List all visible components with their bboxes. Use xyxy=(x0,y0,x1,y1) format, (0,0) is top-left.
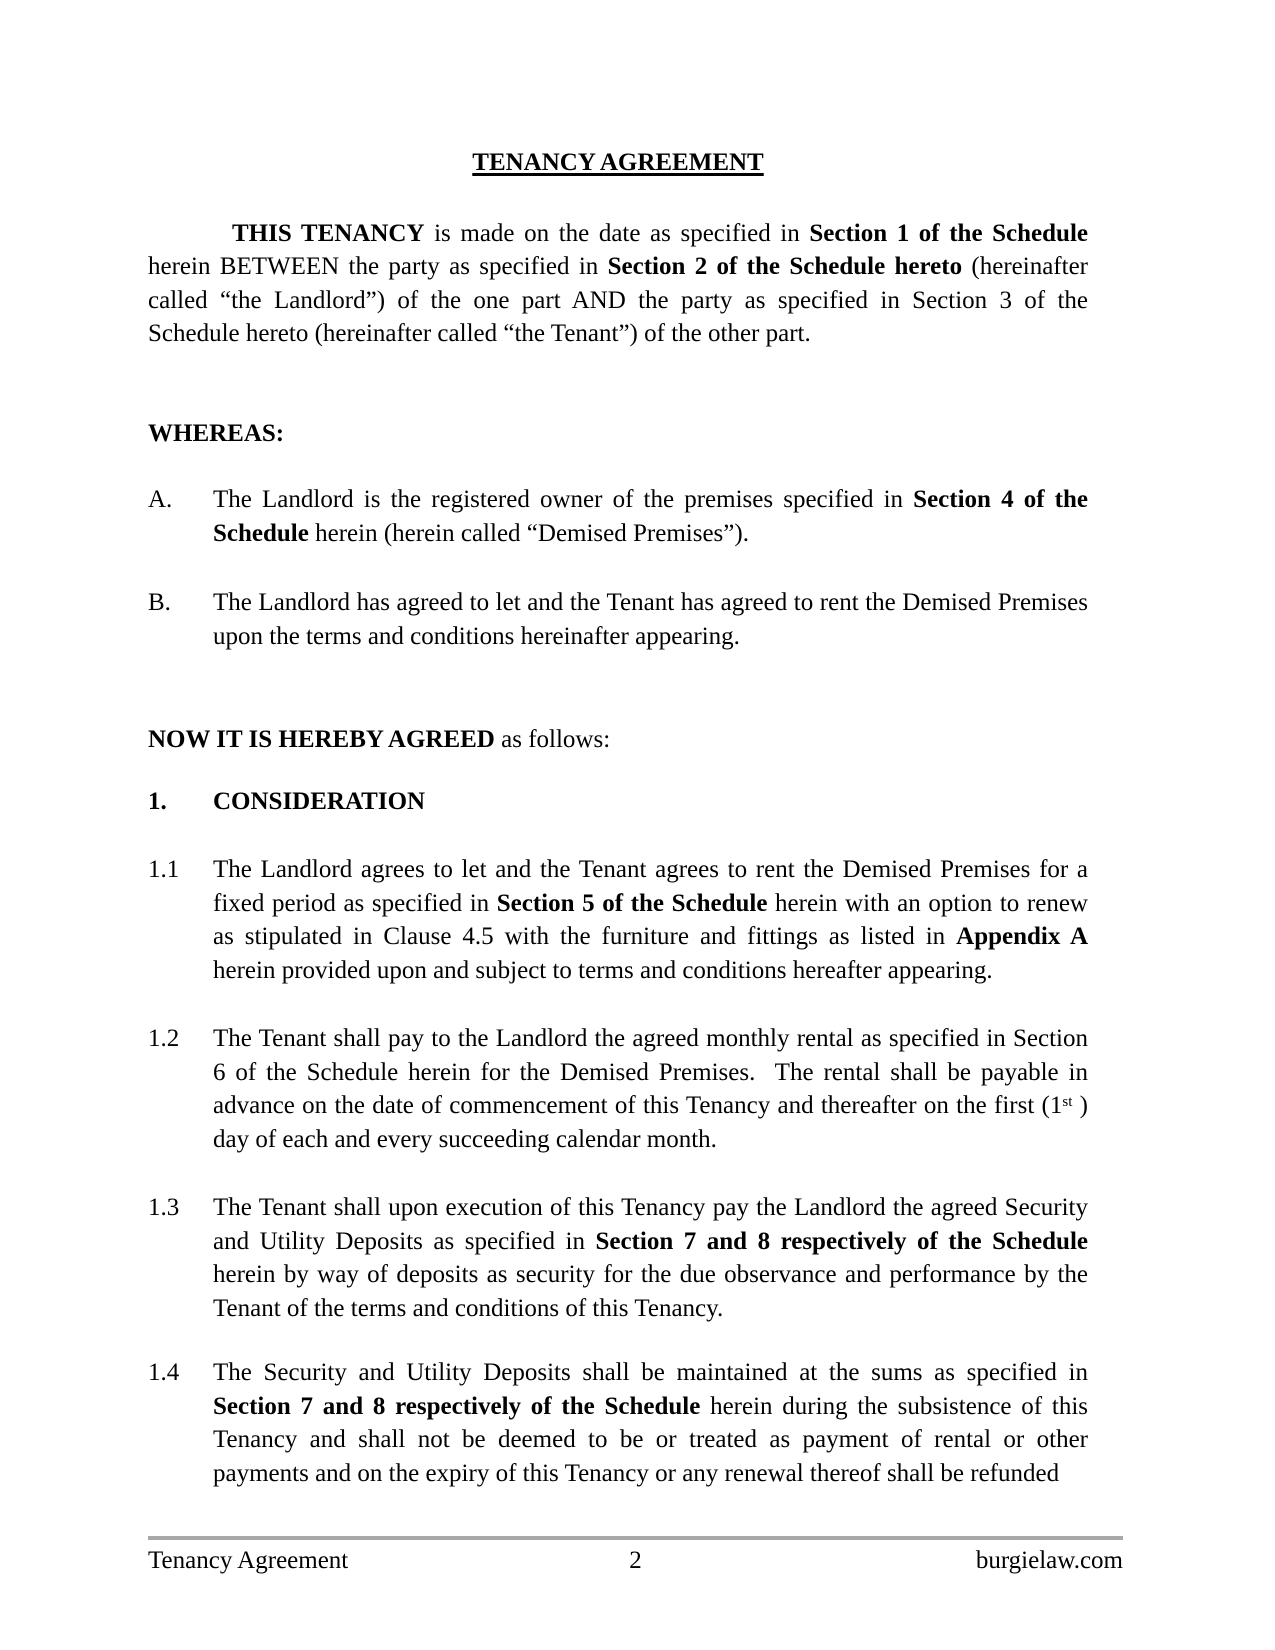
whereas-item-a-label: A. xyxy=(148,486,173,513)
whereas-item-b-label: B. xyxy=(148,589,171,616)
intro-paragraph: THIS TENANCY is made on the date as specified in Section 1 of the Schedule herein BETWEEN the party as specified in Section 2 of the Schedule hereto (hereinafter called “the Landlord”) of the one part AND the party as specified in Section 3 of the Schedule hereto (hereinafter called “the Tenant”) of the other part. xyxy=(148,219,1088,347)
document-title: TENANCY AGREEMENT xyxy=(472,149,764,176)
clause-1-2-number: 1.2 xyxy=(148,1025,180,1052)
footer-page-number: 2 xyxy=(629,1547,642,1574)
footer-divider-rule xyxy=(148,1536,1123,1540)
clause-1-1-text: The Landlord agrees to let and the Tenant agrees to rent the Demised Premises for a fixed period as specified in Section 5 of the Schedule herein with an option to renew as stipulated in Clause 4.5 with the furniture and fittings as listed in Appendix A herein provided upon and subject to terms and conditions hereafter appearing. xyxy=(213,856,1088,984)
footer-row xyxy=(148,1544,1123,1578)
clause-1-1-number: 1.1 xyxy=(148,856,180,883)
clause-1-3 xyxy=(148,1191,1088,1325)
clause-1-2-text: The Tenant shall pay to the Landlord the agreed monthly rental as specified in Section 6 of the Schedule herein for the Demised Premises. The rental shall be payable in advance on the date of commencement of this Tenancy and thereafter on the first (1st ) day of each and every succeeding calendar month. xyxy=(213,1025,1088,1153)
whereas-item-b xyxy=(148,586,1088,653)
whereas-item-a-text: The Landlord is the registered owner of the premises specified in Section 4 of the Schedule herein (herein called “Demised Premises”). xyxy=(213,486,1089,547)
whereas-item-b-text: The Landlord has agreed to let and the Tenant has agreed to rent the Demised Premises upon the terms and conditions hereinafter appearing. xyxy=(213,589,1088,650)
clause-1-1 xyxy=(148,853,1088,987)
section-1-number: 1. xyxy=(148,787,167,815)
page-footer xyxy=(148,1536,1123,1578)
agreed-clause: NOW IT IS HEREBY AGREED as follows: xyxy=(148,726,611,753)
footer-site: burgielaw.com xyxy=(975,1547,1123,1574)
clause-1-4-text: The Security and Utility Deposits shall be maintained at the sums as specified in Section 7 and 8 respectively of the Schedule herein during the subsistence of this Tenancy and shall not be deemed to be or treated as payment of rental or other payments and on the expiry of this Tenancy or any renewal thereof shall be refunded xyxy=(213,1359,1088,1487)
clause-1-4-number: 1.4 xyxy=(148,1359,180,1386)
whereas-item-a xyxy=(148,483,1088,550)
clause-1-2 xyxy=(148,1022,1088,1156)
footer-doc-title: Tenancy Agreement xyxy=(148,1547,349,1574)
whereas-heading: WHEREAS: xyxy=(148,419,285,447)
clause-1-3-text: The Tenant shall upon execution of this Tenancy pay the Landlord the agreed Security and Utility Deposits as specified in Section 7 and 8 respectively of the Schedule herein by way of deposits as security for the due observance and performance by the Tenant of the terms and conditions of this Tenancy. xyxy=(213,1194,1088,1322)
section-1-title: CONSIDERATION xyxy=(213,787,426,815)
section-1-heading xyxy=(148,785,1088,819)
clause-1-4 xyxy=(148,1356,1088,1490)
clause-1-3-number: 1.3 xyxy=(148,1194,180,1221)
